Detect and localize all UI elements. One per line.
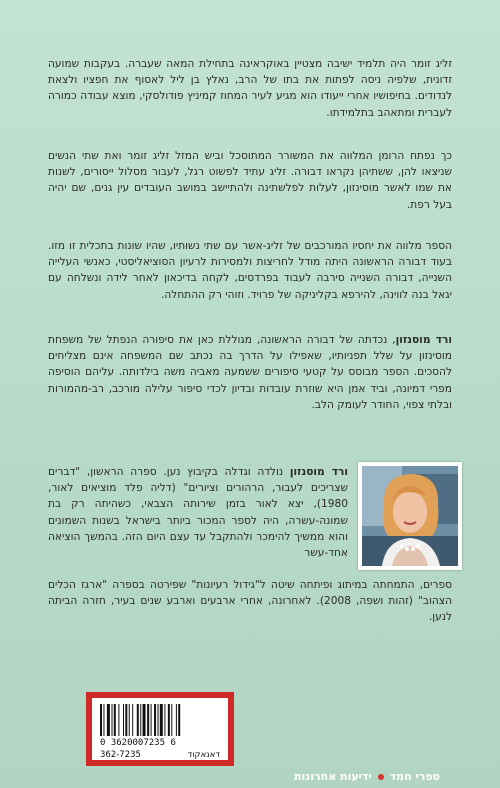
author-bio [48, 464, 348, 561]
paragraph-4-text: , נכדתה של דבורה הראשונה, מגוללת כאן את סיפורה הנפתל של משפחת מוסינזון על שלל תפניותיו, שאפילו על הדרך בה נכתב שם המשפחה אינם מצליחים להסכים. הספר מבוסס על קטעי סיפורים ששמעה מאביה משה בילדותה. עליהם הוסיפה מפרי דמיונה, וביד אמן היא שוזרת עובדות ובדיון לכדי סיפור עלילה מורכב, רב-מהמורות ובלתי צפוי, החודר לעומק הלב. [48, 334, 452, 411]
barcode-bar [178, 704, 180, 736]
barcode-bar [112, 704, 113, 736]
publisher-separator-dot [378, 774, 384, 780]
author-portrait-image [362, 466, 458, 566]
barcode-bar [114, 704, 116, 736]
publisher-name-yedioth: ידיעות אחרונות [294, 770, 372, 783]
barcode-bar [137, 704, 139, 736]
barcode-bar [176, 704, 177, 736]
barcode-bar [125, 704, 127, 736]
barcode-bar [147, 704, 149, 736]
barcode-bar [158, 704, 159, 736]
author-bio-name: ורד מוסנזון [289, 466, 349, 478]
publisher-logos [294, 770, 440, 783]
barcode-bar [160, 704, 163, 736]
barcode-bars [100, 704, 216, 736]
barcode-label [86, 692, 234, 766]
author-photo [358, 462, 462, 570]
barcode-bar [151, 704, 152, 736]
barcode-bar [123, 704, 124, 736]
barcode-inner [92, 698, 228, 760]
synopsis-paragraph-2: כך נפתח הרומן המלווה את המשורר המתוסכל וביש המזל זליג זומר ואת שתי הנשים שניצאו להן, ששתיהן נקראו דבורה. זליג עתיד לפשוט רגל, לעבור מסלול ייסורים, לשנות את שמו לאשר מוסינזון, לעלות לפלשתינה ולהתיישב במושב העובדים עין גנים, שם יהיה בעל רפת. [48, 150, 452, 211]
barcode-bar [168, 704, 170, 736]
barcode-bar [107, 704, 110, 736]
barcode-bar [164, 704, 165, 736]
barcode-code-label: דאנאקוד [187, 750, 220, 760]
author-bio-continued: ספרים, התמחתה במיתוג ופיתחה שיטה ל"גידול רעיונות" שפירטה בספרה "ארגז הכלים הצהוב" (זהות ושפה, 2008). לאחרונה, אחרי ארבעים וארבע שנים בעיר, חזרה הביתה לנען. [48, 579, 452, 624]
synopsis-paragraph-3: הספר מלווה את יחסיו המורכבים של זליג-אשר עם שתי נשותיו, שהיו שונות בתכלית זו מזו. בעוד דבורה הראשונה היתה מודל לחריצות ולמסירות לרעיון הסוציאליסטי, כאנשי העלייה השנייה, דבורה השנייה סירבה לעבוד בפרדסים, לקחה בדיכאון לאחר לידה ונשלחה עם יגאל בנה לווינה, להירפא בקליניקה של פרויד. וזוהי רק ההתחלה. [48, 240, 452, 301]
barcode-bar [118, 704, 119, 736]
barcode-bar [154, 704, 156, 736]
barcode-code: 362-7235 [100, 750, 141, 760]
barcode-bar [103, 704, 104, 736]
author-bio-text: נולדה וגדלה בקיבוץ נען. ספרה הראשון, "דברים שצריכים לעבור, הרהורים וציורים" (דליה פלד מוציאים לאור, 1980), יצא לאור בזמן שירותה הצבאי, כשהיתה רק בת שמונה-עשרה, היה לספר המכור ביותר בישראל בשנות השמונים והוא ממשיך להימכר ולהתקבל עד עצם היום הזה. בהמשך הוציאה אחד-עשר [48, 466, 348, 560]
barcode-bar [132, 704, 133, 736]
barcode-bar [140, 704, 141, 736]
author-name: ורד מוסנזון [395, 334, 453, 346]
synopsis-paragraph-1: זליג זומר היה תלמיד ישיבה מצטיין באוקראינה בתחילת המאה שעברה. בעקבות שמועה זדונית, שלפיה ניסה לפתות את בתו של הרב, נאלץ בן ליל לאסוף את חפציו ולצאת לנדודים. בחיפושיו אחרי ייעודו הוא מגיע לעיר המחוז קמיניץ פודולסקי, מוצא עבודה כמורה לעברית ומתאהב בתלמידתו. [48, 58, 452, 119]
barcode-number: 0 3620007235 6 [100, 738, 176, 748]
barcode-bar [143, 704, 146, 736]
barcode-code-row [100, 750, 220, 760]
synopsis-paragraph-4 [48, 332, 452, 413]
barcode-bar [171, 704, 172, 736]
publisher-name-hemed: ספרי חמד [389, 770, 441, 783]
barcode-bar [129, 704, 130, 736]
barcode-bar [100, 704, 102, 736]
